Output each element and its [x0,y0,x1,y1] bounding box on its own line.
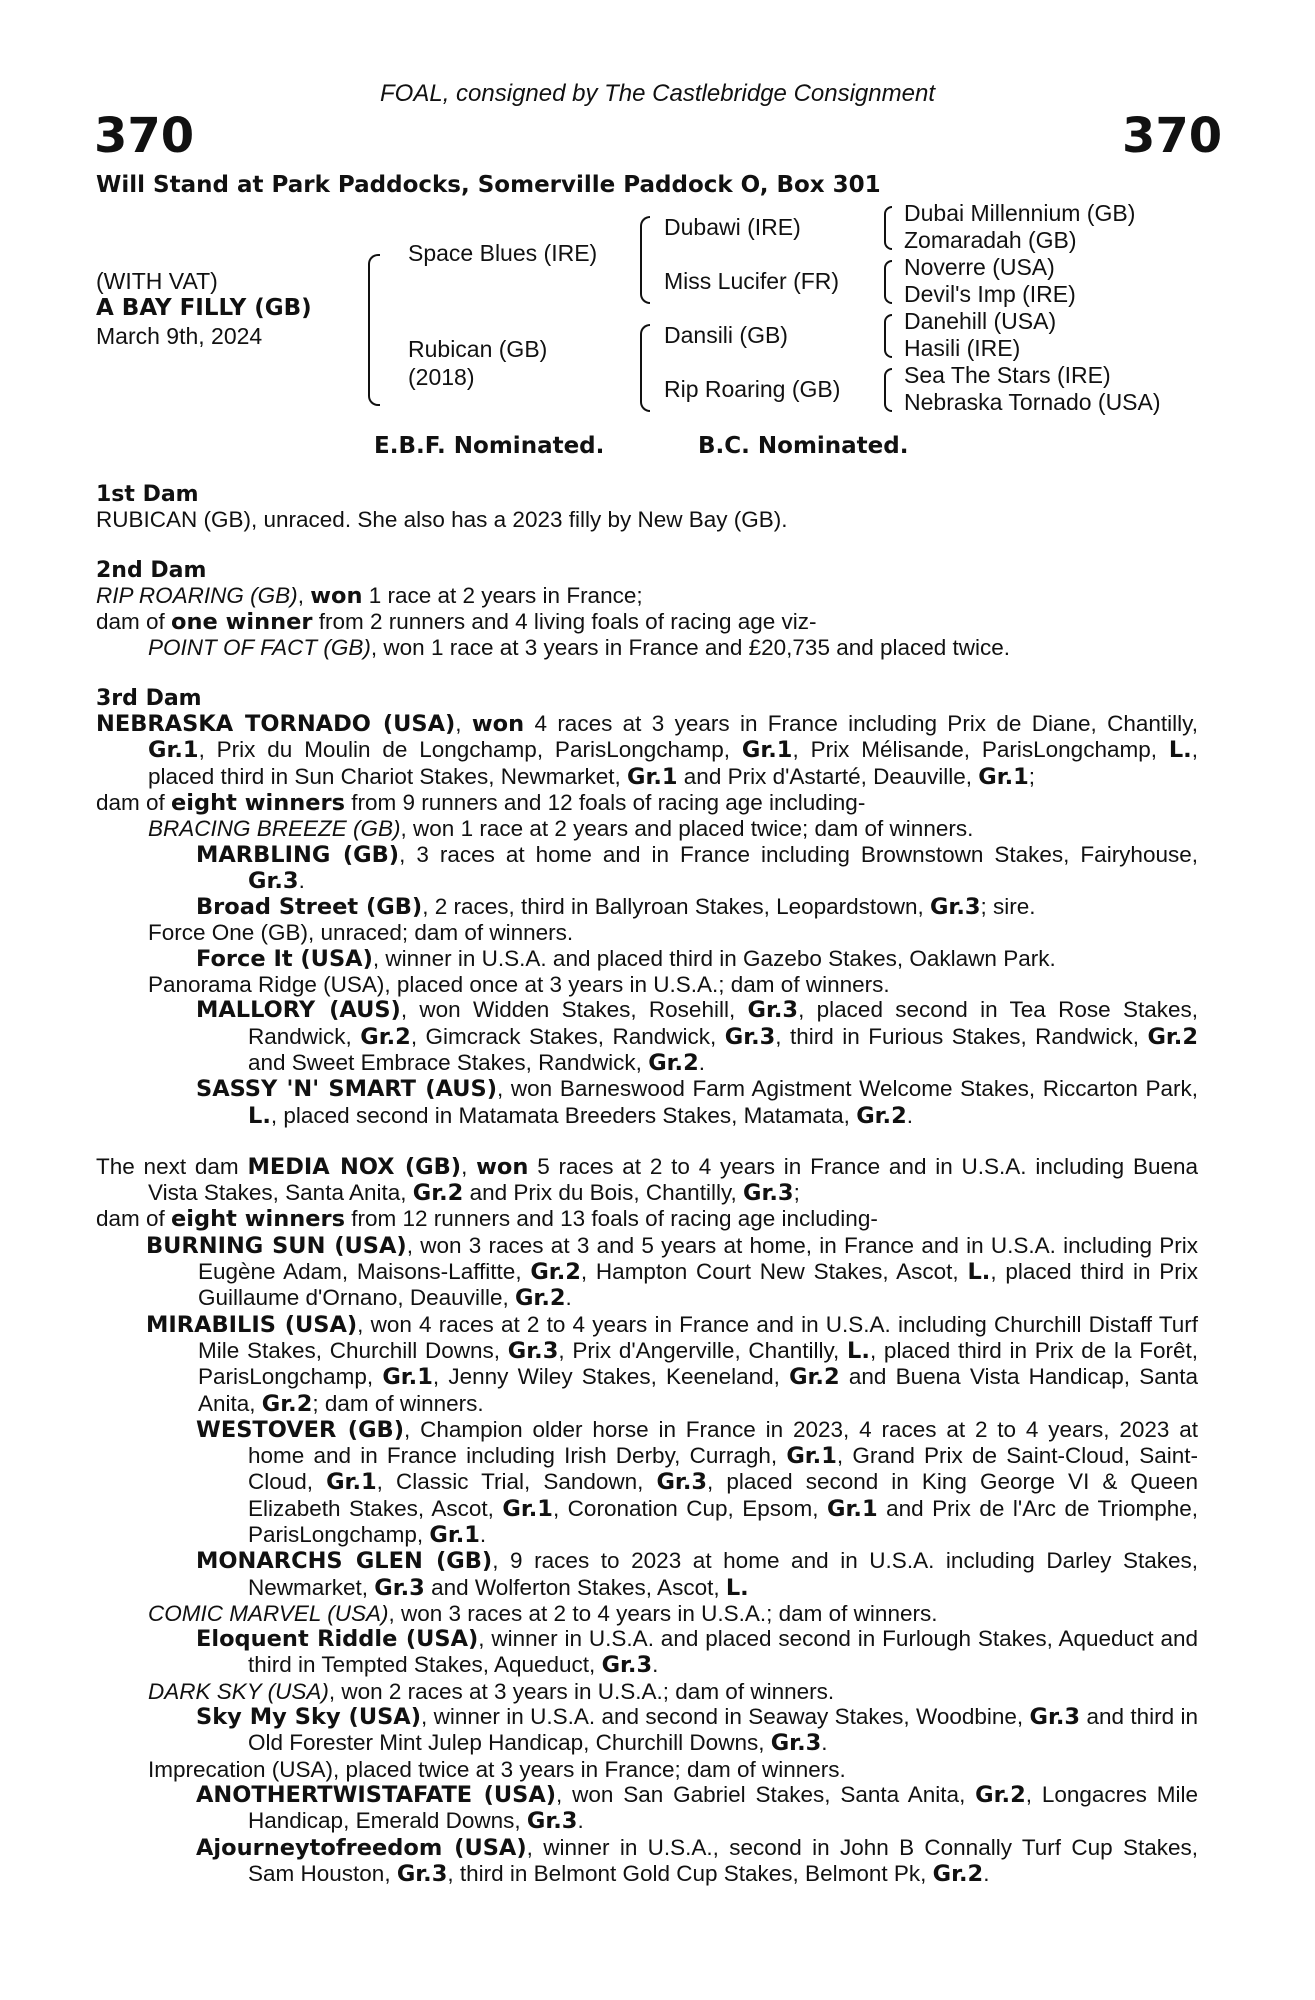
third-dam-entry: dam of eight winners from 9 runners and 12 foals of racing age including- [96,789,866,816]
ds-sire-name: Danehill (USA) [904,308,1057,334]
next-dam-entry: DARK SKY (USA), won 2 races at 3 years in U.S.A.; dam of winners. [148,1678,835,1704]
pedigree-brace-main [368,254,380,406]
first-dam-heading: 1st Dam [96,482,199,507]
dd-sire-name: Sea The Stars (IRE) [904,362,1111,388]
lot-number-left: 370 [94,108,195,164]
third-dam-entry: MALLORY (AUS), won Widden Stakes, Rosehill, Gr.3, placed second in Tea Rose Stakes, Randwick, Gr.2, Gimcrack Stakes, Randwick, Gr.3, third in Furious Stakes, Randwick, Gr.2 and Sweet Embrace Stakes, Randwick, Gr.2. [196,997,1198,1076]
next-dam-entry: Eloquent Riddle (USA), winner in U.S.A. and placed second in Furlough Stakes, Aqueduct and third in Tempted Stakes, Aqueduct, Gr.3. [196,1626,1198,1679]
third-dam-entry: Panorama Ridge (USA), placed once at 3 years in U.S.A.; dam of winners. [148,972,890,998]
ebf-nomination: E.B.F. Nominated. [374,433,605,459]
pedigree-brace-ds [884,314,892,358]
sire-sire-name: Dubawi (IRE) [664,214,801,240]
second-dam-heading: 2nd Dam [96,557,207,583]
second-dam-produce-a: dam of [96,609,172,635]
dam-dam-name: Rip Roaring (GB) [664,376,841,402]
next-dam-entry: WESTOVER (GB), Champion older horse in France in 2023, 4 races at 2 to 4 years, 2023 at home and in France including Irish Derby, Curragh, Gr.1, Grand Prix de Saint-Cloud, Saint-Cloud, Gr.1, Classic Trial, Sandown, Gr.3, placed second in King George VI & Queen Elizabeth Stakes, Ascot, Gr.1, Coronation Cup, Epsom, Gr.1 and Prix de l'Arc de Triomphe, ParisLongchamp, Gr.1. [196,1416,1199,1548]
third-dam-section [96,711,1198,1129]
point-of-fact-name: POINT OF FACT (GB) [148,635,371,661]
third-dam-entry: MARBLING (GB), 3 races at home and in France including Brownstown Stakes, Fairyhouse, Gr.3. [196,841,1198,894]
sire-dam-name: Miss Lucifer (FR) [664,268,840,294]
next-dam-entry: COMIC MARVEL (USA), won 3 races at 2 to 4 years in U.S.A.; dam of winners. [148,1600,938,1626]
pedigree-brace-dd [884,368,892,412]
third-dam-entry: Force It (USA), winner in U.S.A. and placed third in Gazebo Stakes, Oaklawn Park. [196,945,1056,972]
next-dam-entry: Ajourneytofreedom (USA), winner in U.S.A., second in John B Connally Turf Cup Stakes, Sam Houston, Gr.3, third in Belmont Gold Cup Stakes, Belmont Pk, Gr.2. [196,1834,1199,1887]
dam-name: Rubican (GB) [408,336,548,362]
next-dam-entry: The next dam MEDIA NOX (GB), won 5 races at 2 to 4 years in France and in U.S.A. including Buena Vista Stakes, Santa Anita, Gr.2 and Prix du Bois, Chantilly, Gr.3; [96,1153,1199,1207]
ss-sire-name: Dubai Millennium (GB) [904,200,1136,226]
catalogue-body [96,482,1198,1887]
first-dam-text: RUBICAN (GB), unraced. She also has a 2023 filly by New Bay (GB). [96,507,788,533]
third-dam-entry: BRACING BREEZE (GB), won 1 race at 2 years and placed twice; dam of winners. [148,816,974,842]
consignor-line: FOAL, consigned by The Castlebridge Consignment [380,80,935,107]
vat-note: (WITH VAT) [96,268,218,294]
point-of-fact-record: , won 1 race at 3 years in France and £20,735 and placed twice. [370,635,1011,661]
next-dam-entry: BURNING SUN (USA), won 3 races at 3 and 5 years at home, in France and in U.S.A. including Prix Eugène Adam, Maisons-Laffitte, Gr.2, Hampton Court New Stakes, Ascot, L., placed third in Prix Guillaume d'Ornano, Deauville, Gr.2. [146,1232,1198,1312]
horse-name: A BAY FILLY (GB) [96,295,312,321]
dam-sire-name: Dansili (GB) [664,322,788,348]
next-dam-entry: MIRABILIS (USA), won 4 races at 2 to 4 years in France and in U.S.A. including Churchill Distaff Turf Mile Stakes, Churchill Downs, Gr.3, Prix d'Angerville, Chantilly, L., placed third in Prix de la Forêt, ParisLongchamp, Gr.1, Jenny Wiley Stakes, Keeneland, Gr.2 and Buena Vista Handicap, Santa Anita, Gr.2; dam of winners. [146,1311,1198,1417]
next-dam-entry: Imprecation (USA), placed twice at 3 years in France; dam of winners. [148,1756,846,1782]
sd-dam-name: Devil's Imp (IRE) [904,281,1076,307]
lot-number-right: 370 [1122,108,1223,164]
sire-name: Space Blues (IRE) [408,240,598,266]
third-dam-entry: Broad Street (GB), 2 races, third in Ballyroan Stakes, Leopardstown, Gr.3; sire. [196,894,1036,921]
pedigree-brace-sire [640,216,650,304]
next-dam-entry: dam of eight winners from 12 runners and 13 foals of racing age including- [96,1206,878,1233]
sd-sire-name: Noverre (USA) [904,254,1055,280]
next-dam-entry: MONARCHS GLEN (GB), 9 races to 2023 at home and in U.S.A. including Darley Stakes, Newmarket, Gr.3 and Wolferton Stakes, Ascot, L. [196,1548,1198,1601]
third-dam-entry: Force One (GB), unraced; dam of winners. [148,920,574,946]
second-dam-won: won [310,582,363,609]
pedigree-brace-dam [640,324,650,412]
next-dam-entry: ANOTHERTWISTAFATE (USA), won San Gabriel Stakes, Santa Anita, Gr.2, Longacres Mile Handicap, Emerald Downs, Gr.3. [196,1781,1198,1835]
second-dam-produce-b: one winner [171,609,313,636]
pedigree-brace-ss [884,206,892,250]
third-dam-entry: NEBRASKA TORNADO (USA), won 4 races at 3 years in France including Prix de Diane, Chantilly, Gr.1, Prix du Moulin de Longchamp, ParisLongchamp, Gr.1, Prix Mélisande, ParisLongchamp, L., placed third in Sun Chariot Stakes, Newmarket, Gr.1 and Prix d'Astarté, Deauville, Gr.1; [96,711,1198,790]
third-dam-entry: SASSY 'N' SMART (AUS), won Barneswood Farm Agistment Welcome Stakes, Riccarton Park, L., placed second in Matamata Breeders Stakes, Matamata, Gr.2. [196,1076,1198,1129]
stand-location: Will Stand at Park Paddocks, Somerville Paddock O, Box 301 [96,172,881,198]
dam-year: (2018) [408,364,475,390]
next-dam-section [96,1154,1198,1887]
second-dam-produce-c: from 2 runners and 4 living foals of racing age viz- [312,609,817,635]
second-dam-line-1: RIP ROARING (GB), won 1 race at 2 years in France; [96,582,643,609]
foaling-date: March 9th, 2024 [96,323,263,349]
ss-dam-name: Zomaradah (GB) [904,227,1077,253]
pedigree-brace-sd [884,260,892,304]
second-dam-line-3 [96,635,1198,660]
bc-nomination: B.C. Nominated. [698,433,909,459]
second-dam-line-2 [96,609,1198,635]
second-dam-name: RIP ROARING (GB) [96,582,298,608]
dd-dam-name: Nebraska Tornado (USA) [904,389,1161,415]
ds-dam-name: Hasili (IRE) [904,335,1021,361]
next-dam-entry: Sky My Sky (USA), winner in U.S.A. and second in Seaway Stakes, Woodbine, Gr.3 and third in Old Forester Mint Julep Handicap, Churchill Downs, Gr.3. [196,1704,1198,1757]
second-dam-record: 1 race at 2 years in France; [362,582,643,608]
third-dam-heading: 3rd Dam [96,685,202,711]
